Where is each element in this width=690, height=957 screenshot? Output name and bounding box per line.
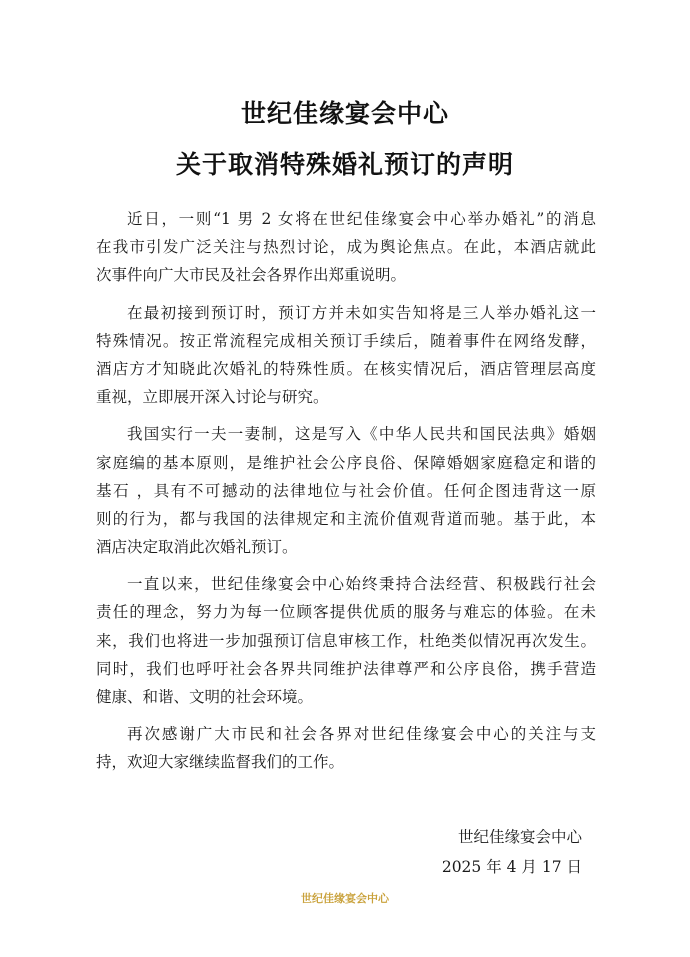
signature-date: 2025 年 4 月 17 日: [441, 858, 582, 876]
paragraph-line: 特殊情况。按正常流程完成相关预订手续后，随着事件在网络发酵，: [96, 331, 596, 350]
paragraph-line: 健康、和谐、文明的社会环境。: [96, 688, 314, 706]
document-title-org: 世纪佳缘宴会中心: [240, 99, 449, 128]
paragraph-5: [96, 720, 596, 776]
paragraph-4: [96, 570, 596, 711]
footer-brand-mark: 世纪佳缘宴会中心: [301, 892, 389, 905]
paragraph-line: 责任的理念，努力为每一位顾客提供优质的服务与难忘的体验。在未: [96, 603, 596, 622]
paragraph-line: 酒店方才知晓此次婚礼的特殊性质。在核实情况后，酒店管理层高度: [96, 359, 596, 378]
paragraph-line: 一直以来，世纪佳缘宴会中心始终秉持合法经营、积极践行社会: [127, 575, 596, 594]
paragraph-line: 酒店决定取消此次婚礼预订。: [96, 538, 298, 557]
paragraph-line: 同时，我们也呼吁社会各界共同维护法律尊严和公序良俗，携手营造: [96, 659, 596, 678]
paragraph-line: 基石 ，具有不可撼动的法律地位与社会价值。任何企图违背这一原: [96, 481, 596, 500]
signature-block: [442, 822, 582, 882]
signature-org: 世纪佳缘宴会中心: [457, 828, 582, 846]
paragraph-line: 我国实行一夫一妻制，这是写入《中华人民共和国民法典》婚姻: [127, 425, 596, 444]
document-title-subject: 关于取消特殊婚礼预订的声明: [175, 150, 514, 179]
paragraph-line: 则的行为，都与我国的法律规定和主流价值观背道而驰。基于此，本: [96, 509, 596, 528]
paragraph-line: 近日，一则“1 男 2 女将在世纪佳缘宴会中心举办婚礼”的消息: [127, 210, 596, 228]
paragraph-line: 再次感谢广大市民和社会各界对世纪佳缘宴会中心的关注与支: [127, 725, 596, 744]
paragraph-line: 持，欢迎大家继续监督我们的工作。: [96, 753, 345, 772]
paragraph-line: 重视，立即展开深入讨论与研究。: [96, 388, 329, 407]
paragraph-line: 家庭编的基本原则，是维护社会公序良俗、保障婚姻家庭稳定和谐的: [96, 453, 596, 472]
paragraph-line: 在我市引发广泛关注与热烈讨论，成为舆论焦点。在此，本酒店就此: [96, 238, 596, 257]
paragraph-line: 来，我们也将进一步加强预订信息审核工作，杜绝类似情况再次发生。: [96, 631, 596, 650]
paragraph-3: [96, 420, 596, 561]
paragraph-1: [96, 205, 596, 290]
paragraph-2: [96, 299, 596, 412]
paragraph-line: 次事件向广大市民及社会各界作出郑重说明。: [96, 266, 407, 285]
statement-body: [96, 205, 596, 786]
paragraph-line: 在最初接到预订时，预订方并未如实告知将是三人举办婚礼这一: [127, 303, 596, 322]
